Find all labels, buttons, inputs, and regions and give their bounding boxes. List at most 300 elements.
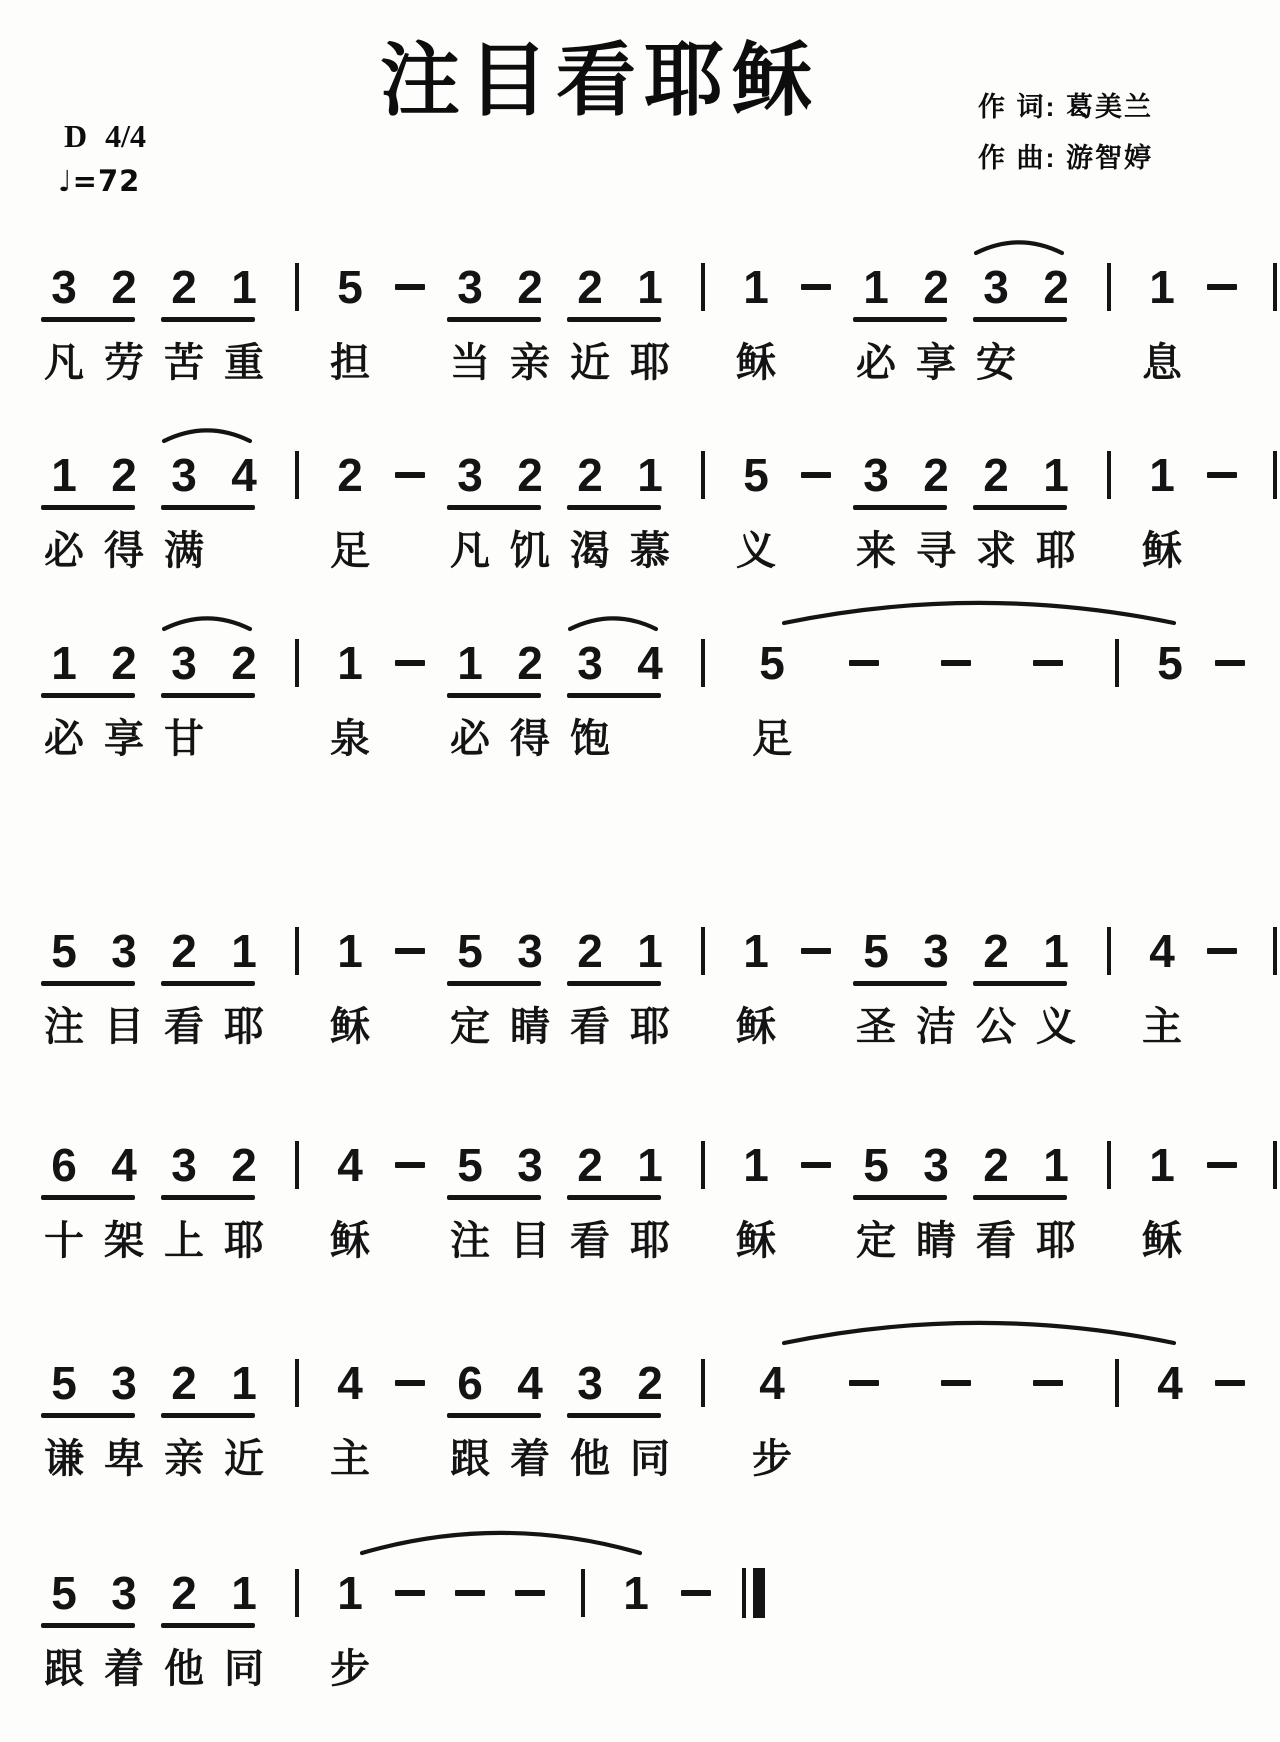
lyric-char: 必 [856,341,896,385]
lyric-char: 稣 [330,1005,370,1049]
lyric-char: 当 [450,341,490,385]
note-cell [154,926,214,1050]
dash-glyph [681,1568,711,1618]
note-number: 1 [337,1567,363,1619]
barline [1252,450,1280,574]
note-cell [214,926,274,1050]
lyric-char [810,340,821,386]
lyric-char [524,1646,535,1692]
eighth-beam [447,693,541,698]
duration-dash [786,1140,846,1264]
note-cell [1026,450,1086,574]
lyric-char [291,528,302,574]
lyric-char: 上 [164,1219,204,1263]
lyric-char [291,340,302,386]
tempo-marking: ♩=72 [58,164,141,198]
final-barline-glyph [742,1568,765,1618]
beam-group [34,262,154,386]
dash-glyph [1215,1358,1245,1408]
duration-dash [666,1568,726,1692]
beam-group [966,926,1086,1050]
barline [274,262,320,386]
eighth-beam [853,1195,947,1200]
lyric-char: 亲 [164,1437,204,1481]
note-cell [560,262,620,386]
note-cell [94,450,154,574]
note-number: 3 [171,1139,197,1191]
dash-glyph [395,638,425,688]
eighth-beam [41,1413,135,1418]
eighth-beam [853,981,947,986]
duration-dash [786,450,846,574]
lyric-char: 求 [976,529,1016,573]
lyric-char: 得 [510,717,550,761]
eighth-beam [41,1623,135,1628]
lyric-char [950,716,961,762]
lyric-char: 饥 [510,529,550,573]
music-line-1 [34,262,1280,386]
note-cell [906,1140,966,1264]
dash-glyph [941,1358,971,1408]
lyric-char [1269,1218,1280,1264]
lyric-char: 耶 [1036,1219,1076,1263]
duration-dash [440,1568,500,1692]
note-number: 5 [863,925,889,977]
lyric-char [1216,1218,1227,1264]
lyric-char: 近 [570,341,610,385]
note-number: 5 [337,261,363,313]
lyric-char [1103,340,1114,386]
note-cell [1026,262,1086,386]
note-number: 2 [517,449,543,501]
note-cell [966,926,1026,1050]
lyric-char [690,1646,701,1692]
barline [1086,450,1132,574]
lyric-char [810,1218,821,1264]
eighth-beam [41,505,135,510]
eighth-beam [567,1413,661,1418]
music-line-7 [34,1568,1280,1692]
note-number: 1 [637,449,663,501]
lyric-char: 苦 [164,341,204,385]
lyric-char [1050,340,1061,386]
note-cell [440,1358,500,1482]
dash-glyph [849,638,879,688]
duration-dash [1192,926,1252,1050]
lyric-char [810,528,821,574]
dash-glyph [801,450,831,500]
dash-glyph [1207,926,1237,976]
note-number: 2 [983,1139,1009,1191]
beam-group [34,926,154,1050]
note-cell [620,1140,680,1264]
lyric-char [1216,340,1227,386]
barline-glyph [1273,262,1277,312]
token-row [34,1358,1280,1482]
lyric-char: 定 [856,1219,896,1263]
beam-group [846,926,966,1050]
lyric-char [697,340,708,386]
lyric-char: 同 [630,1437,670,1481]
beam-group [440,1140,560,1264]
note-cell [94,1568,154,1692]
barline [274,1568,320,1692]
note-cell [906,450,966,574]
note-number: 1 [1043,449,1069,501]
note-cell [320,1358,380,1482]
dash-glyph [801,1140,831,1190]
note-cell [154,1358,214,1482]
note-cell [846,926,906,1050]
note-number: 3 [171,637,197,689]
beam-group [440,262,560,386]
barline-glyph [1115,638,1119,688]
note-cell [726,1358,818,1482]
lyric-char [1269,528,1280,574]
barline [1086,926,1132,1050]
lyric-char: 来 [856,529,896,573]
note-number: 5 [1157,637,1183,689]
note-number: 2 [337,449,363,501]
lyric-char [464,1646,475,1692]
lyric-char [577,1646,588,1692]
barline-glyph [1273,1140,1277,1190]
note-cell [94,262,154,386]
note-cell [560,1358,620,1482]
dash-glyph [1207,262,1237,312]
eighth-beam [41,317,135,322]
note-number: 3 [171,449,197,501]
beam-group [440,926,560,1050]
music-line-3 [34,638,1280,762]
eighth-beam [853,505,947,510]
eighth-beam [161,505,255,510]
barline [274,1140,320,1264]
dash-glyph [395,1568,425,1618]
token-row [34,638,1280,762]
beam-group [154,450,274,574]
note-cell [214,638,274,762]
lyric-char [238,716,249,762]
lyric-char: 亲 [510,341,550,385]
lyric-char [238,528,249,574]
note-cell [1132,926,1192,1050]
note-number: 2 [517,637,543,689]
lyric-char: 耶 [224,1005,264,1049]
composer-credit: 作 曲: 游智婷 [978,143,1153,173]
note-number: 2 [923,449,949,501]
note-number: 1 [51,449,77,501]
final-barline [726,1568,780,1692]
barline [1086,262,1132,386]
beam-group [846,1140,966,1264]
note-cell [846,262,906,386]
music-line-6 [34,1358,1280,1482]
note-number: 3 [577,1357,603,1409]
note-cell [500,926,560,1050]
note-number: 2 [171,261,197,313]
note-cell [214,262,274,386]
note-number: 1 [1149,449,1175,501]
dash-glyph [1215,638,1245,688]
lyric-char: 睛 [510,1005,550,1049]
note-cell [94,1140,154,1264]
beam-group [154,1358,274,1482]
tie-arc [360,1524,642,1556]
lyric-char: 渴 [570,529,610,573]
token-row [34,926,1280,1050]
note-number: 3 [111,1567,137,1619]
note-number: 5 [51,925,77,977]
note-number: 3 [923,1139,949,1191]
lyric-char: 架 [104,1219,144,1263]
dash-glyph [395,926,425,976]
note-number: 4 [337,1357,363,1409]
token-row [34,1568,1280,1692]
note-cell [1132,1140,1192,1264]
beam-group [34,638,154,762]
lyric-char: 担 [330,341,370,385]
lyric-char [1216,528,1227,574]
note-number: 2 [1043,261,1069,313]
note-number: 3 [51,261,77,313]
lyric-char [1164,1436,1175,1482]
note-cell [620,926,680,1050]
barline-glyph [295,450,299,500]
duration-dash [1192,1140,1252,1264]
note-number: 3 [923,925,949,977]
duration-dash [786,926,846,1050]
note-number: 5 [51,1357,77,1409]
beam-group [154,1568,274,1692]
note-cell [500,262,560,386]
lyric-char [858,1436,869,1482]
note-cell [726,450,786,574]
beam-group [34,1358,154,1482]
note-number: 5 [759,637,785,689]
note-number: 3 [577,637,603,689]
note-number: 2 [577,925,603,977]
dash-glyph [801,262,831,312]
barline [274,926,320,1050]
lyric-char: 享 [916,341,956,385]
beam-group [440,1358,560,1482]
lyric-char: 稣 [736,341,776,385]
lyric-char: 跟 [450,1437,490,1481]
note-number: 1 [637,1139,663,1191]
note-cell [214,1140,274,1264]
dash-glyph [1033,1358,1063,1408]
duration-dash [380,450,440,574]
note-cell [440,262,500,386]
eighth-beam [567,505,661,510]
score-lines [0,262,1280,1692]
eighth-beam [567,693,661,698]
tie-arc [782,594,1176,626]
note-cell [154,638,214,762]
note-cell [214,1358,274,1482]
note-cell [94,1358,154,1482]
note-cell [726,638,818,762]
note-number: 1 [743,261,769,313]
lyric-char: 稣 [1142,1219,1182,1263]
lyric-char: 耶 [224,1219,264,1263]
note-cell [500,638,560,762]
beam-group [560,1358,680,1482]
note-cell [34,638,94,762]
note-cell [1132,262,1192,386]
note-cell [320,262,380,386]
barline-glyph [1107,926,1111,976]
lyric-char [1111,1436,1122,1482]
lyric-char: 慕 [630,529,670,573]
duration-dash [380,262,440,386]
dash-glyph [1207,450,1237,500]
lyric-char: 他 [164,1647,204,1691]
lyric-char [291,1646,302,1692]
note-number: 4 [111,1139,137,1191]
note-number: 2 [111,449,137,501]
lyric-char [1103,1004,1114,1050]
eighth-beam [447,1413,541,1418]
note-number: 4 [759,1357,785,1409]
beam-group [560,926,680,1050]
lyric-char: 他 [570,1437,610,1481]
lyric-char: 义 [736,529,776,573]
note-cell [966,262,1026,386]
eighth-beam [161,1195,255,1200]
dash-glyph [455,1568,485,1618]
note-cell [440,450,500,574]
note-number: 2 [577,261,603,313]
lyric-char [1042,1436,1053,1482]
eighth-beam [973,1195,1067,1200]
note-number: 2 [517,261,543,313]
duration-dash [1200,1358,1260,1482]
lyric-char: 看 [570,1219,610,1263]
barline [1260,638,1280,762]
eighth-beam [973,981,1067,986]
duration-dash [380,1358,440,1482]
token-row [34,262,1280,386]
dash-glyph [1207,1140,1237,1190]
duration-dash [1200,638,1260,762]
barline [560,1568,606,1692]
barline [274,450,320,574]
duration-dash [380,926,440,1050]
duration-dash [380,1140,440,1264]
duration-dash [500,1568,560,1692]
lyric-char: 足 [330,529,370,573]
note-number: 4 [337,1139,363,1191]
lyric-char: 享 [104,717,144,761]
barline [1260,1358,1280,1482]
note-number: 2 [231,637,257,689]
lyric-char: 主 [330,1437,370,1481]
barline-glyph [701,926,705,976]
note-cell [1140,1358,1200,1482]
barline [680,450,726,574]
note-number: 2 [577,449,603,501]
barline-glyph [1107,450,1111,500]
note-number: 2 [111,261,137,313]
duration-dash [818,638,910,762]
duration-dash [380,638,440,762]
barline [1094,638,1140,762]
beam-group [846,262,966,386]
note-cell [154,450,214,574]
eighth-beam [41,693,135,698]
eighth-beam [161,317,255,322]
lyric-char: 安 [976,341,1016,385]
beam-group [34,1140,154,1264]
note-cell [966,450,1026,574]
note-number: 4 [1157,1357,1183,1409]
dash-glyph [395,1358,425,1408]
token-row [34,450,1280,574]
eighth-beam [41,981,135,986]
lyric-char [747,1646,758,1692]
note-number: 6 [51,1139,77,1191]
lyric-char: 谦 [44,1437,84,1481]
lyric-char [404,1004,415,1050]
eighth-beam [161,1623,255,1628]
lyric-char: 看 [570,1005,610,1049]
lyric-char [950,1436,961,1482]
note-cell [34,1358,94,1482]
lyric-char: 甘 [164,717,204,761]
note-cell [320,1568,380,1692]
lyric-char [630,1646,641,1692]
note-cell [726,1140,786,1264]
key-time-signature: D 4/4 [64,118,146,154]
lyric-char [404,528,415,574]
lyric-char: 重 [224,341,264,385]
lyric-char: 着 [104,1647,144,1691]
lyric-char [1224,716,1235,762]
eighth-beam [447,981,541,986]
dash-glyph [395,262,425,312]
lyric-char: 看 [164,1005,204,1049]
music-line-2 [34,450,1280,574]
beam-group [154,262,274,386]
note-cell [1026,926,1086,1050]
barline [274,638,320,762]
note-number: 1 [637,261,663,313]
duration-dash [380,1568,440,1692]
note-number: 1 [623,1567,649,1619]
beam-group [34,450,154,574]
lyric-char [697,1004,708,1050]
slur-arc [162,426,252,444]
music-line-4 [34,926,1280,1050]
note-number: 2 [171,925,197,977]
note-cell [320,638,380,762]
note-cell [34,926,94,1050]
lyric-char: 步 [330,1647,370,1691]
note-number: 3 [517,925,543,977]
note-cell [620,262,680,386]
note-cell [154,1568,214,1692]
note-number: 1 [337,637,363,689]
note-cell [1132,450,1192,574]
note-number: 1 [743,925,769,977]
lyric-char: 必 [44,529,84,573]
note-cell [1140,638,1200,762]
note-cell [320,1140,380,1264]
lyric-char: 圣 [856,1005,896,1049]
duration-dash [818,1358,910,1482]
